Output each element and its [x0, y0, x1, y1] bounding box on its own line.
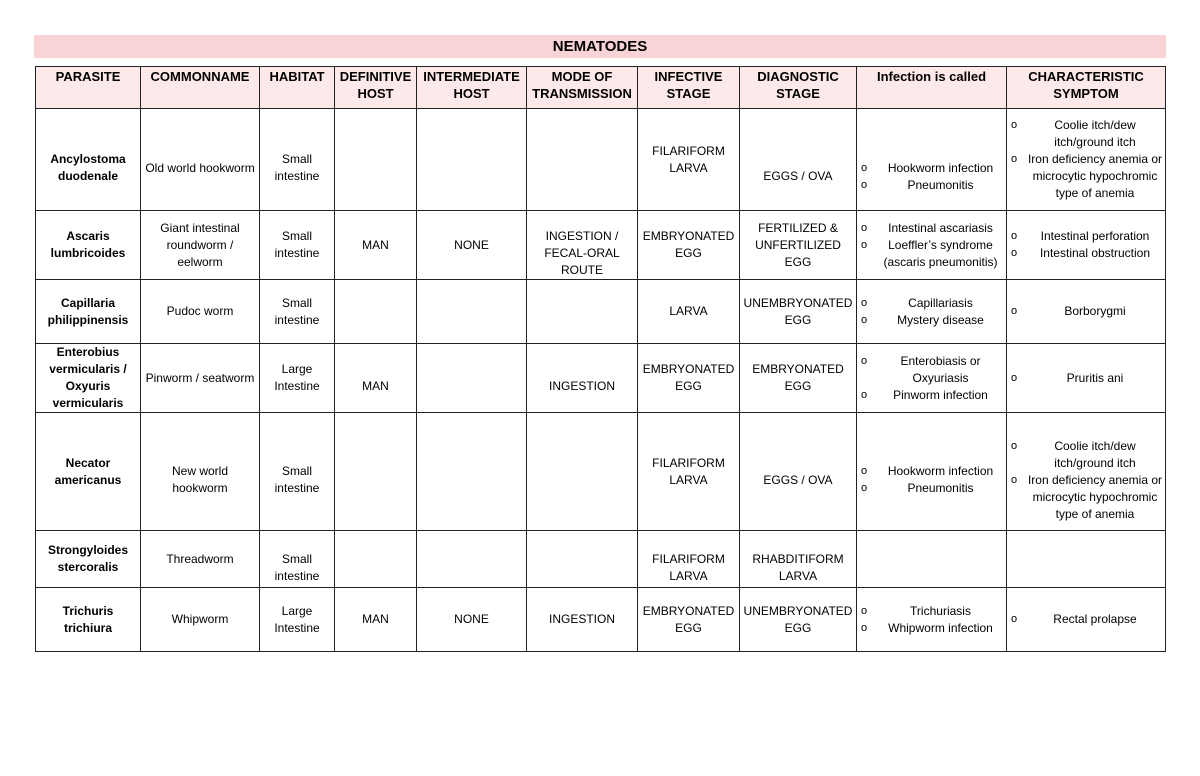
- header-habitat: HABITAT: [260, 67, 335, 109]
- list-item: o Rectal prolapse: [1009, 611, 1163, 628]
- header-intermediate-host: INTERMEDIATE HOST: [417, 67, 527, 109]
- cell-definitive-host: MAN: [335, 344, 417, 413]
- cell-characteristic-symptom: [1007, 531, 1166, 588]
- header-parasite: PARASITE: [36, 67, 141, 109]
- cell-common-name: Giant intestinal roundworm / eelworm: [141, 211, 260, 280]
- list-item: o Mystery disease: [859, 312, 1004, 329]
- cell-diagnostic-stage: RHABDITIFORM LARVA: [740, 531, 857, 588]
- cell-intermediate-host: [417, 280, 527, 344]
- cell-infective-stage: FILARIFORM LARVA: [638, 413, 740, 531]
- cell-diagnostic-stage: EMBRYONATED EGG: [740, 344, 857, 413]
- table-row: [36, 531, 1166, 588]
- cell-mode-of-transmission: [527, 531, 638, 588]
- cell-diagnostic-stage: EGGS / OVA: [740, 109, 857, 211]
- cell-parasite: Capillaria philippinensis: [36, 280, 141, 344]
- list-item: o Coolie itch/dew itch/ground itch: [1009, 438, 1163, 472]
- cell-common-name: Threadworm: [141, 531, 260, 588]
- nematodes-table: [35, 66, 1166, 652]
- header-common-name: COMMONNAME: [141, 67, 260, 109]
- cell-definitive-host: [335, 531, 417, 588]
- list-item: o Hookworm infection: [859, 160, 1004, 177]
- cell-mode-of-transmission: INGESTION: [527, 588, 638, 652]
- list-item: o Trichuriasis: [859, 603, 1004, 620]
- cell-definitive-host: [335, 280, 417, 344]
- cell-definitive-host: [335, 413, 417, 531]
- cell-parasite: Necator americanus: [36, 413, 141, 531]
- list-item: o Intestinal obstruction: [1009, 245, 1163, 262]
- cell-habitat: Large Intestine: [260, 344, 335, 413]
- cell-mode-of-transmission: [527, 413, 638, 531]
- cell-infection-called: [857, 109, 1007, 211]
- list-item: o Loeffler’s syndrome (ascaris pneumonitis): [859, 237, 1004, 271]
- list-item: o Borborygmi: [1009, 303, 1163, 320]
- cell-mode-of-transmission: INGESTION: [527, 344, 638, 413]
- table-title: NEMATODES: [34, 35, 1166, 58]
- table-row: [36, 588, 1166, 652]
- cell-habitat: Small intestine: [260, 280, 335, 344]
- cell-infective-stage: LARVA: [638, 280, 740, 344]
- list-item: o Iron deficiency anemia or microcytic hypochromic type of anemia: [1009, 151, 1163, 202]
- cell-diagnostic-stage: UNEMBRYONATED EGG: [740, 280, 857, 344]
- header-infection-called: Infection is called: [857, 67, 1007, 109]
- cell-parasite: Enterobius vermicularis / Oxyuris vermicularis: [36, 344, 141, 413]
- list-item: o Pruritis ani: [1009, 370, 1163, 387]
- table-row: [36, 344, 1166, 413]
- cell-intermediate-host: [417, 344, 527, 413]
- list-item: o Intestinal perforation: [1009, 228, 1163, 245]
- cell-intermediate-host: [417, 413, 527, 531]
- cell-habitat: Small intestine: [260, 109, 335, 211]
- cell-definitive-host: MAN: [335, 211, 417, 280]
- cell-parasite: Trichuris trichiura: [36, 588, 141, 652]
- list-item: o Hookworm infection: [859, 463, 1004, 480]
- list-item: o Coolie itch/dew itch/ground itch: [1009, 117, 1163, 151]
- list-item: o Pneumonitis: [859, 480, 1004, 497]
- cell-habitat: Small intestine: [260, 413, 335, 531]
- cell-habitat: Small intestine: [260, 531, 335, 588]
- cell-intermediate-host: NONE: [417, 588, 527, 652]
- cell-mode-of-transmission: [527, 280, 638, 344]
- cell-infective-stage: EMBRYONATED EGG: [638, 211, 740, 280]
- cell-infection-called: [857, 344, 1007, 413]
- cell-common-name: Pudoc worm: [141, 280, 260, 344]
- cell-characteristic-symptom: [1007, 413, 1166, 531]
- table-row: [36, 109, 1166, 211]
- cell-characteristic-symptom: [1007, 280, 1166, 344]
- list-item: o Pinworm infection: [859, 387, 1004, 404]
- cell-mode-of-transmission: INGESTION / FECAL-ORAL ROUTE: [527, 211, 638, 280]
- cell-diagnostic-stage: EGGS / OVA: [740, 413, 857, 531]
- cell-characteristic-symptom: [1007, 109, 1166, 211]
- cell-intermediate-host: NONE: [417, 211, 527, 280]
- list-item: o Whipworm infection: [859, 620, 1004, 637]
- cell-infective-stage: EMBRYONATED EGG: [638, 588, 740, 652]
- cell-parasite: Ancylostoma duodenale: [36, 109, 141, 211]
- cell-characteristic-symptom: [1007, 211, 1166, 280]
- cell-parasite: Ascaris lumbricoides: [36, 211, 141, 280]
- cell-intermediate-host: [417, 109, 527, 211]
- cell-characteristic-symptom: [1007, 588, 1166, 652]
- cell-infection-called: [857, 531, 1007, 588]
- cell-definitive-host: [335, 109, 417, 211]
- cell-infection-called: [857, 211, 1007, 280]
- cell-infective-stage: FILARIFORM LARVA: [638, 531, 740, 588]
- table-row: [36, 413, 1166, 531]
- table-row: [36, 280, 1166, 344]
- header-row: [36, 67, 1166, 109]
- header-definitive-host: DEFINITIVE HOST: [335, 67, 417, 109]
- cell-habitat: Small intestine: [260, 211, 335, 280]
- cell-parasite: Strongyloides stercoralis: [36, 531, 141, 588]
- cell-infection-called: [857, 413, 1007, 531]
- list-item: o Pneumonitis: [859, 177, 1004, 194]
- table-row: [36, 211, 1166, 280]
- cell-diagnostic-stage: FERTILIZED & UNFERTILIZED EGG: [740, 211, 857, 280]
- cell-characteristic-symptom: [1007, 344, 1166, 413]
- cell-common-name: Whipworm: [141, 588, 260, 652]
- cell-habitat: Large Intestine: [260, 588, 335, 652]
- list-item: o Intestinal ascariasis: [859, 220, 1004, 237]
- cell-definitive-host: MAN: [335, 588, 417, 652]
- list-item: o Capillariasis: [859, 295, 1004, 312]
- cell-infection-called: [857, 588, 1007, 652]
- cell-mode-of-transmission: [527, 109, 638, 211]
- cell-intermediate-host: [417, 531, 527, 588]
- header-mode-of-transmission: MODE OF TRANSMISSION: [527, 67, 638, 109]
- cell-diagnostic-stage: UNEMBRYONATED EGG: [740, 588, 857, 652]
- cell-common-name: Old world hookworm: [141, 109, 260, 211]
- list-item: o Enterobiasis or Oxyuriasis: [859, 353, 1004, 387]
- cell-common-name: Pinworm / seatworm: [141, 344, 260, 413]
- list-item: o Iron deficiency anemia or microcytic hypochromic type of anemia: [1009, 472, 1163, 523]
- header-diagnostic-stage: DIAGNOSTIC STAGE: [740, 67, 857, 109]
- header-characteristic-symptom: CHARACTERISTIC SYMPTOM: [1007, 67, 1166, 109]
- cell-infective-stage: FILARIFORM LARVA: [638, 109, 740, 211]
- header-infective-stage: INFECTIVE STAGE: [638, 67, 740, 109]
- cell-infection-called: [857, 280, 1007, 344]
- cell-common-name: New world hookworm: [141, 413, 260, 531]
- cell-infective-stage: EMBRYONATED EGG: [638, 344, 740, 413]
